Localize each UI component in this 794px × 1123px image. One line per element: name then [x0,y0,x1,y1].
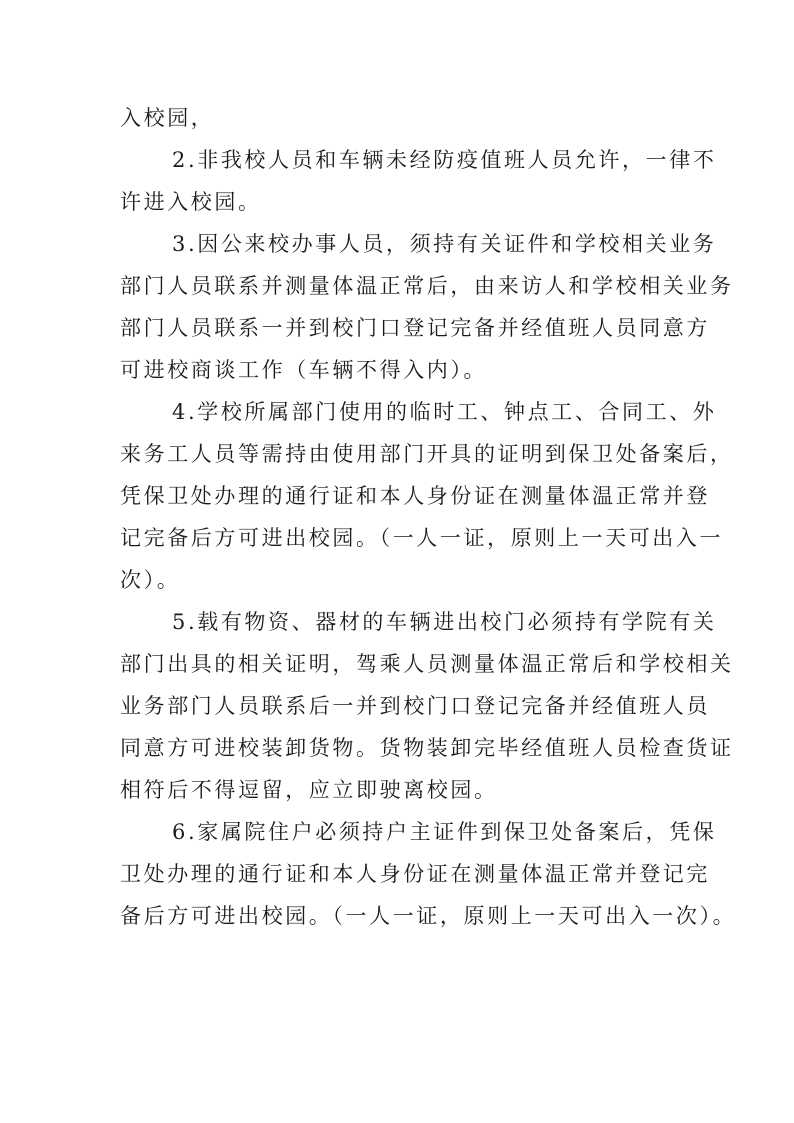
text-line: 备后方可进出校园。（一人一证，原则上一天可出入一次）。 [120,904,737,928]
text-line: 次）。 [120,568,181,592]
text-line: 相符后不得逗留，应立即驶离校园。 [120,778,498,802]
text-line: 6.家属院住户必须持户主证件到保卫处备案后，凭保 [172,820,717,844]
text-line: 4.学校所属部门使用的临时工、钟点工、合同工、外 [172,400,717,424]
text-line: 3.因公来校办事人员，须持有关证件和学校相关业务 [172,232,717,256]
text-line: 部门出具的相关证明，驾乘人员测量体温正常后和学校相关 [120,652,734,676]
text-line: 部门人员联系一并到校门口登记完备并经值班人员同意方 [120,316,710,340]
text-line: 2.非我校人员和车辆未经防疫值班人员允许，一律不 [172,148,717,172]
text-line: 可进校商谈工作（车辆不得入内）。 [120,358,488,382]
text-line: 部门人员联系并测量体温正常后，由来访人和学校相关业务 [120,274,734,298]
text-line: 来务工人员等需持由使用部门开具的证明到保卫处备案后， [120,442,734,466]
text-line: 同意方可进校装卸货物。货物装卸完毕经值班人员检查货证 [120,736,734,760]
text-line: 卫处办理的通行证和本人身份证在测量体温正常并登记完 [120,862,710,886]
text-line: 许进入校园。 [120,190,262,214]
text-line: 5.载有物资、器材的车辆进出校门必须持有学院有关 [172,610,717,634]
text-line: 记完备后方可进出校园。（一人一证，原则上一天可出入一 [120,526,724,550]
text-line: 凭保卫处办理的通行证和本人身份证在测量体温正常并登 [120,484,710,508]
text-line: 入校园， [120,106,215,130]
text-line: 业务部门人员联系后一并到校门口登记完备并经值班人员 [120,694,710,718]
